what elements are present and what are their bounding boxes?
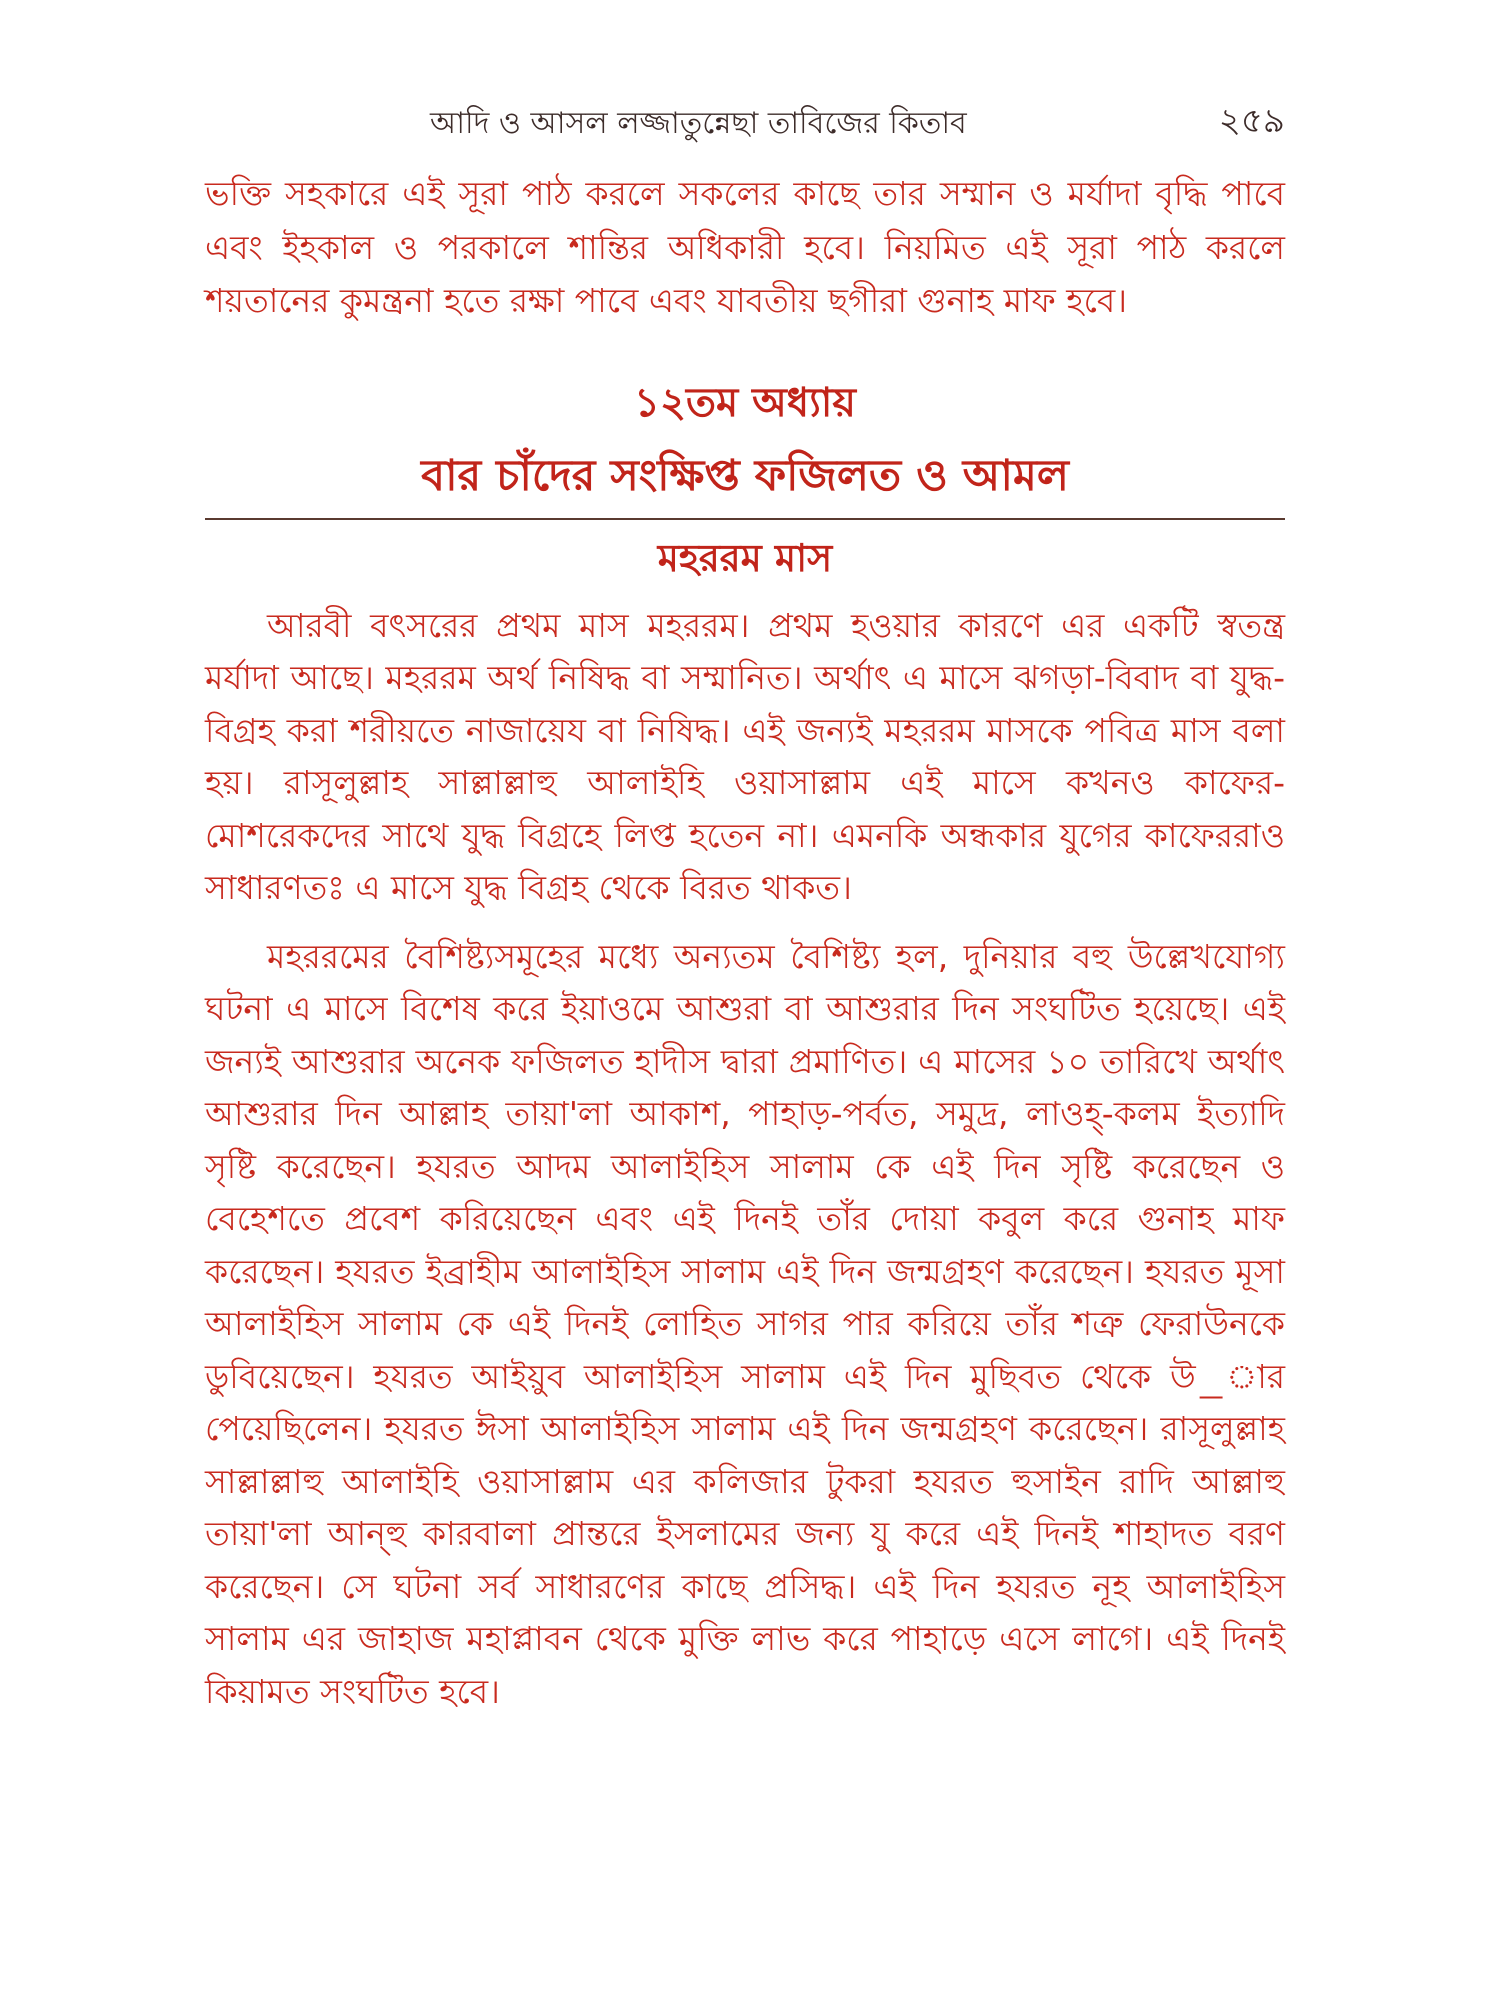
page-number: ২৫৯ <box>1218 101 1285 141</box>
book-page <box>205 95 1285 1718</box>
body-paragraph: মহররমের বৈশিষ্ট্যসমূহের মধ্যে অন্যতম বৈশিষ্ট্য হল, দুনিয়ার বহু উল্লেখযোগ্য ঘটনা এ মাসে বিশেষ করে ইয়াওমে আশুরা বা আশুরার দিন সংঘটিত হয়েছে। এই জন্যই আশুরার অনেক ফজিলত হাদীস দ্বারা প্রমাণিত। এ মাসের ১০ তারিখে অর্থাৎ আশুরার দিন আল্লাহ তায়া'লা আকাশ, পাহাড়-পর্বত, সমুদ্র, লাওহ্-কলম ইত্যাদি সৃষ্টি করেছেন। হযরত আদম আলাইহিস সালাম কে এই দিন সৃষ্টি করেছেন ও বেহেশতে প্রবেশ করিয়েছেন এবং এই দিনই তাঁর দোয়া কবুল করে গুনাহ মাফ করেছেন। হযরত ইব্রাহীম আলাইহিস সালাম এই দিন জন্মগ্রহণ করেছেন। হযরত মূসা আলাইহিস সালাম কে এই দিনই লোহিত সাগর পার করিয়ে তাঁর শত্রু ফেরাউনকে ডুবিয়েছেন। হযরত আইয়ুব আলাইহিস সালাম এই দিন মুছিবত থেকে উ_ার পেয়েছিলেন। হযরত ঈসা আলাইহিস সালাম এই দিন জন্মগ্রহণ করেছেন। রাসূলুল্লাহ সাল্লাল্লাহু আলাইহি ওয়াসাল্লাম এর কলিজার টুকরা হযরত হুসাইন রাদি আল্লাহু তায়া'লা আন্হু কারবালা প্রান্তরে ইসলামের জন্য যু করে এই দিনই শাহাদত বরণ করেছেন। সে ঘটনা সর্ব সাধারণের কাছে প্রসিদ্ধ। এই দিন হযরত নূহ আলাইহিস সালাম এর জাহাজ মহাপ্লাবন থেকে মুক্তি লাভ করে পাহাড়ে এসে লাগে। এই দিনই কিয়ামত সংঘটিত হবে। <box>205 936 1285 1711</box>
running-head <box>205 95 1285 145</box>
chapter-number: ১২তম অধ্যায় <box>634 379 856 426</box>
chapter-title: বার চাঁদের সংক্ষিপ্ত ফজিলত ও আমল <box>421 450 1069 501</box>
section-title: মহররম মাস <box>657 535 833 580</box>
book-title: আদি ও আসল লজ্জাতুন্নেছা তাবিজের কিতাব <box>430 106 967 141</box>
heading-divider <box>205 518 1285 520</box>
body-paragraph: আরবী বৎসরের প্রথম মাস মহররম। প্রথম হওয়ার কারণে এর একটি স্বতন্ত্র মর্যাদা আছে। মহররম অর্থ নিষিদ্ধ বা সম্মানিত। অর্থাৎ এ মাসে ঝগড়া-বিবাদ বা যুদ্ধ-বিগ্রহ করা শরীয়তে নাজায়েয বা নিষিদ্ধ। এই জন্যই মহররম মাসকে পবিত্র মাস বলা হয়। রাসূলুল্লাহ সাল্লাল্লাহু আলাইহি ওয়াসাল্লাম এই মাসে কখনও কাফের-মোশরেকদের সাথে যুদ্ধ বিগ্রহে লিপ্ত হতেন না। এমনকি অন্ধকার যুগের কাফেররাও সাধারণতঃ এ মাসে যুদ্ধ বিগ্রহ থেকে বিরত থাকত। <box>205 605 1285 907</box>
intro-paragraph: ভক্তি সহকারে এই সূরা পাঠ করলে সকলের কাছে তার সম্মান ও মর্যাদা বৃদ্ধি পাবে এবং ইহকাল ও পরকালে শান্তির অধিকারী হবে। নিয়মিত এই সূরা পাঠ করলে শয়তানের কুমন্ত্রনা হতে রক্ষা পাবে এবং যাবতীয় ছগীরা গুনাহ মাফ হবে। <box>205 174 1285 320</box>
